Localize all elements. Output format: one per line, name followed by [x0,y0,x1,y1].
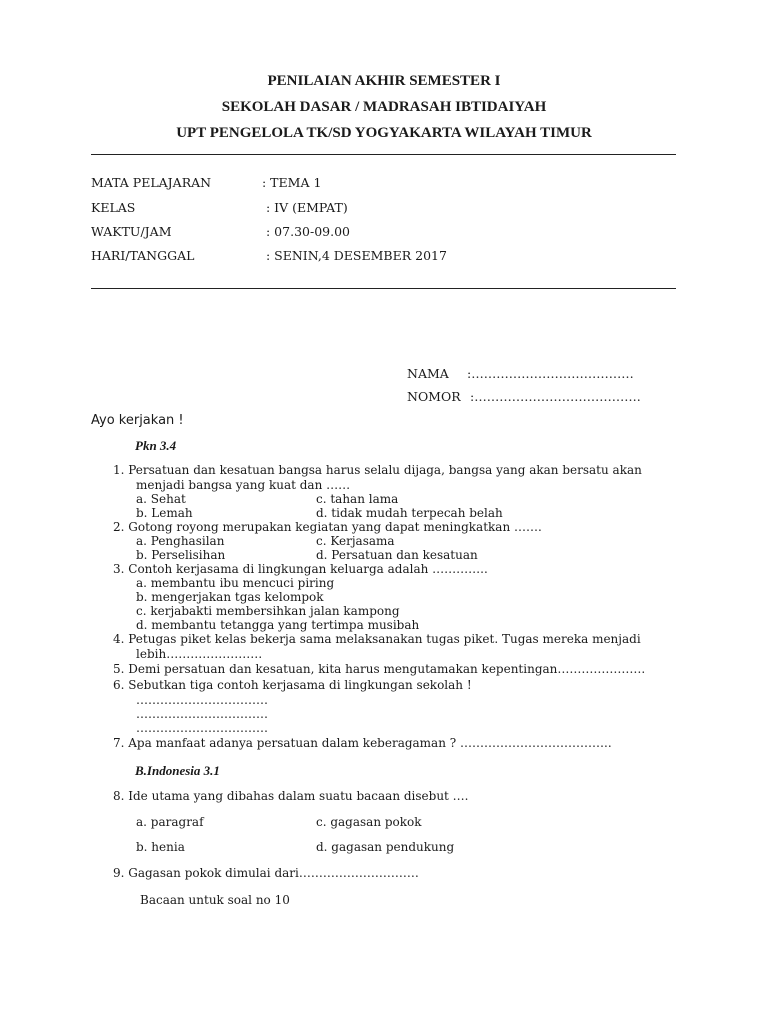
exam-title: PENILAIAN AKHIR SEMESTER I [267,73,501,89]
number-label: NOMOR [407,389,461,404]
instruction-text: Ayo kerjakan ! [91,413,184,428]
info-divider [91,288,676,289]
number-field[interactable]: :…………………………………. [470,389,641,404]
q1-option-c: c. tahan lama [316,492,399,506]
date-label: HARI/TANGGAL [91,248,195,263]
question-7: 7. Apa manfaat adanya persatuan dalam keberagaman ? ……………………………….. [113,736,612,750]
section-title-bindonesia: B.Indonesia 3.1 [135,763,220,778]
q3-option-c: c. kerjabakti membersihkan jalan kampong [136,604,400,618]
q1-option-d: d. tidak mudah terpecah belah [316,506,503,520]
question-1-cont: menjadi bangsa yang kuat dan …… [136,478,351,492]
question-3: 3. Contoh kerjasama di lingkungan keluarga adalah ………….. [113,562,488,576]
q6-answer-blank-1[interactable]: …………………………… [136,693,268,707]
question-9: 9. Gagasan pokok dimulai dari………………………… [113,866,419,880]
question-8: 8. Ide utama yang dibahas dalam suatu bacaan disebut …. [113,789,469,803]
question-4: 4. Petugas piket kelas bekerja sama melaksanakan tugas piket. Tugas mereka menjadi [113,632,641,646]
q1-option-b: b. Lemah [136,506,193,520]
class-label: KELAS [91,200,136,215]
date-value: : SENIN,4 DESEMBER 2017 [266,248,447,263]
subject-label: MATA PELAJARAN [91,175,212,190]
q6-answer-blank-3[interactable]: …………………………… [136,721,268,735]
institution-name: UPT PENGELOLA TK/SD YOGYAKARTA WILAYAH TIMUR [176,125,592,141]
school-level: SEKOLAH DASAR / MADRASAH IBTIDAIYAH [221,99,547,115]
q2-option-b: b. Perselisihan [136,548,226,562]
q3-option-d: d. membantu tetangga yang tertimpa musibah [136,618,420,632]
question-6: 6. Sebutkan tiga contoh kerjasama di lingkungan sekolah ! [113,678,472,692]
q8-option-b: b. henia [136,840,185,854]
q2-option-a: a. Penghasilan [136,534,225,548]
question-1: 1. Persatuan dan kesatuan bangsa harus selalu dijaga, bangsa yang akan bersatu akan [113,463,642,477]
header-divider [91,154,676,155]
name-field[interactable]: :………………………………… [467,366,634,381]
question-5: 5. Demi persatuan dan kesatuan, kita harus mengutamakan kepentingan…………………. [113,662,646,676]
q2-option-d: d. Persatuan dan kesatuan [316,548,478,562]
q1-option-a: a. Sehat [136,492,186,506]
q3-option-a: a. membantu ibu mencuci piring [136,576,335,590]
q6-answer-blank-2[interactable]: …………………………… [136,707,268,721]
class-value: : IV (EMPAT) [266,200,348,215]
question-4-cont: lebih…………………… [136,647,263,661]
section-title-pkn: Pkn 3.4 [135,438,177,453]
q3-option-b: b. mengerjakan tgas kelompok [136,590,324,604]
time-label: WAKTU/JAM [91,224,172,239]
q8-option-c: c. gagasan pokok [316,815,422,829]
q2-option-c: c. Kerjasama [316,534,395,548]
question-2: 2. Gotong royong merupakan kegiatan yang dapat meningkatkan ……. [113,520,542,534]
reading-heading: Bacaan untuk soal no 10 [140,893,290,907]
time-value: : 07.30-09.00 [266,224,350,239]
name-label: NAMA [407,366,449,381]
q8-option-a: a. paragraf [136,815,204,829]
subject-value: : TEMA 1 [262,175,322,190]
q8-option-d: d. gagasan pendukung [316,840,455,854]
